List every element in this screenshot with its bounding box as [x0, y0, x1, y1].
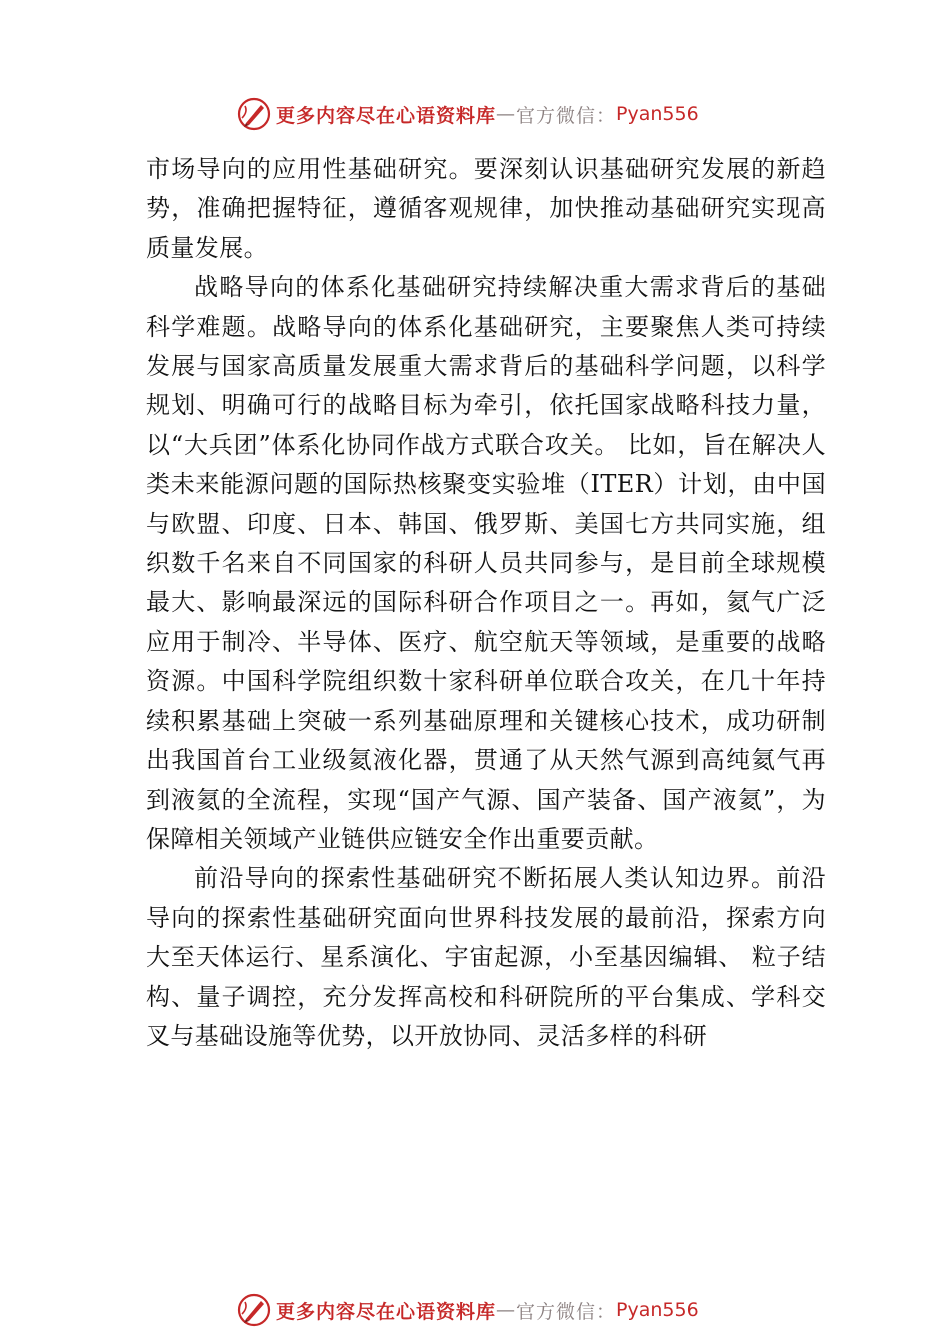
banner-wechat-id: Pyan556 — [616, 103, 699, 125]
banner-label: 官方微信： — [516, 104, 617, 127]
pen-logo-icon — [236, 1292, 272, 1328]
paragraph-2: 战略导向的体系化基础研究持续解决重大需求背后的基础科学难题。战略导向的体系化基础研究，主要聚焦人类可持续发展与国家高质量发展重大需求背后的基础科学问题，以科学规划、明确可行的战略目标为牵引，依托国家战略科技力量，以“大兵团”体系化协同作战方式联合攻关。 比如，旨在解决人类未来能源问题的国际热核聚变实验堆（ITER）计划，由中国与欧盟、印度、日本、韩国、俄罗斯、美国七方共同实施，组织数千名来自不同国家的科研人员共同参与，是目前全球规模最大、影响最深远的国际科研合作项目之一。再如，氦气广泛应用于制冷、半导体、医疗、航空航天等领域，是重要的战略资源。中国科学院组织数十家科研单位联合攻关，在几十年持续积累基础上突破一系列基础原理和关键核心技术，成功研制出我国首台工业级氦液化器，贯通了从天然气源到高纯氦气再到液氦的全流程，实现“国产气源、国产装备、国产液氦”，为保障相关领域产业链供应链安全作出重要贡献。 — [146, 273, 826, 853]
paragraph-3: 前沿导向的探索性基础研究不断拓展人类认知边界。前沿导向的探索性基础研究面向世界科技发展的最前沿，探索方向大至天体运行、星系演化、宇宙起源，小至基因编辑、 粒子结构、量子调控，充分发挥高校和科研院所的平台集成、学科交叉与基础设施等优势，以开放协同、灵活多样的科研 — [146, 864, 826, 1050]
pen-logo-icon — [236, 96, 272, 132]
header-banner — [236, 94, 699, 134]
document-body — [146, 150, 826, 1056]
banner-label: 官方微信： — [516, 1300, 617, 1323]
banner-main-text: 更多内容尽在心语资料库 — [276, 1300, 497, 1323]
paragraph-1: 市场导向的应用性基础研究。要深刻认识基础研究发展的新趋势，准确把握特征，遵循客观规律，加快推动基础研究实现高质量发展。 — [146, 155, 826, 262]
banner-dash: — — [496, 1299, 517, 1321]
banner-wechat-id: Pyan556 — [616, 1299, 699, 1321]
banner-dash: — — [496, 103, 517, 125]
footer-banner — [236, 1290, 699, 1330]
banner-main-text: 更多内容尽在心语资料库 — [276, 104, 497, 127]
